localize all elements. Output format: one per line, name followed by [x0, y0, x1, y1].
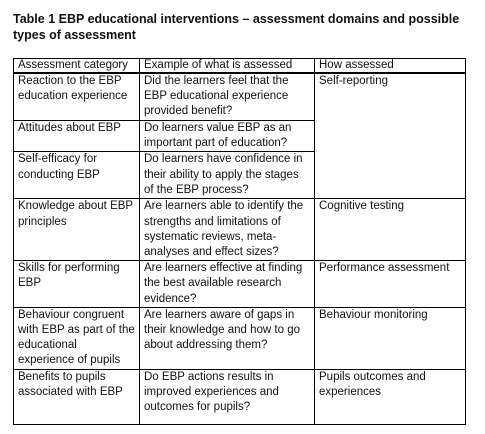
assessment-category-cell: Skills for performing EBP [14, 261, 140, 308]
example-cell: Do learners have confidence in their ability to apply the stages of the EBP process? [140, 152, 315, 199]
example-cell: Are learners effective at finding the best available research evidence? [140, 261, 315, 308]
table-caption: Table 1 EBP educational interventions – assessment domains and possible types of assessment [13, 12, 460, 42]
example-cell: Do EBP actions results in improved experiences and outcomes for pupils? [140, 369, 315, 424]
table-row [14, 307, 466, 369]
assessment-category-cell: Self-efficacy for conducting EBP [14, 152, 140, 199]
assessment-category-cell: Reaction to the EBP education experience [14, 73, 140, 121]
how-assessed-cell: Behaviour monitoring [315, 307, 466, 369]
example-cell: Do learners value EBP as an important part of education? [140, 121, 315, 152]
table-row [14, 369, 466, 424]
table-row [14, 199, 466, 261]
assessment-table [13, 58, 466, 425]
how-assessed-cell: Cognitive testing [315, 199, 466, 261]
assessment-category-cell: Behaviour congruent with EBP as part of the educational experience of pupils [14, 307, 140, 369]
header-row [14, 59, 466, 74]
assessment-category-cell: Benefits to pupils associated with EBP [14, 369, 140, 424]
table-row [14, 73, 466, 121]
assessment-category-cell: Knowledge about EBP principles [14, 199, 140, 261]
example-cell: Are learners aware of gaps in their knowledge and how to go about addressing them? [140, 307, 315, 369]
how-assessed-cell: Performance assessment [315, 261, 466, 308]
assessment-category-cell: Attitudes about EBP [14, 121, 140, 152]
example-cell: Are learners able to identify the strengths and limitations of systematic reviews, meta-analyses and effect sizes? [140, 199, 315, 261]
header-how-assessed: How assessed [315, 59, 466, 74]
how-assessed-cell: Self-reporting [315, 73, 466, 199]
header-example-assessed: Example of what is assessed [140, 59, 315, 74]
example-cell: Did the learners feel that the EBP educational experience provided benefit? [140, 73, 315, 121]
table-row [14, 261, 466, 308]
how-assessed-cell: Pupils outcomes and experiences [315, 369, 466, 424]
header-assessment-category: Assessment category [14, 59, 140, 74]
